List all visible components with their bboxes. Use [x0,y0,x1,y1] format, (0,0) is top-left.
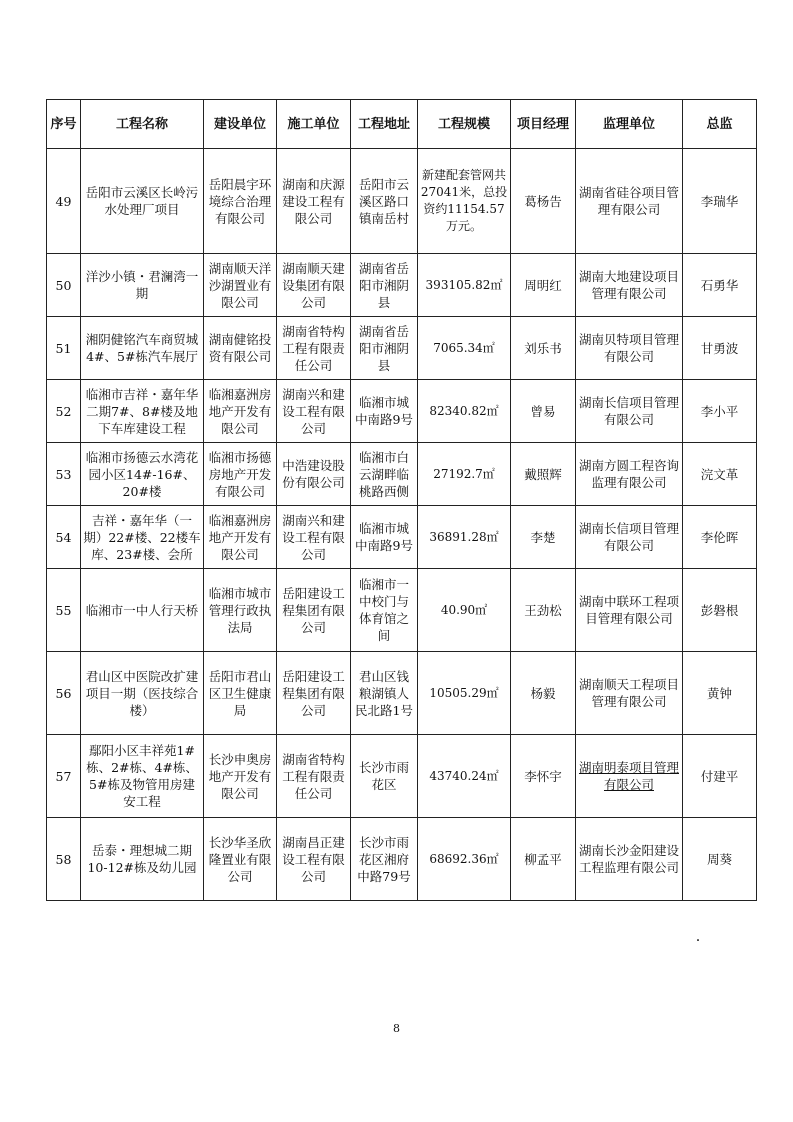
row-director: 周葵 [683,818,757,901]
row-address: 湖南省岳阳市湘阴县 [351,317,418,380]
row-supervisor: 湖南中联环工程项目管理有限公司 [576,569,683,652]
row-no: 52 [47,380,81,443]
projects-table [46,99,757,901]
row-manager: 葛杨告 [511,149,576,254]
row-builder: 长沙华圣欣隆置业有限公司 [204,818,277,901]
row-address: 临湘市城中南路9号 [351,506,418,569]
header-row [47,100,757,149]
row-manager: 周明红 [511,254,576,317]
table-row [47,506,757,569]
row-supervisor: 湖南方圆工程咨询监理有限公司 [576,443,683,506]
row-contractor: 湖南和庆源建设工程有限公司 [277,149,351,254]
row-manager: 刘乐书 [511,317,576,380]
row-project-name: 临湘市扬德云水湾花园小区14#-16#、20#楼 [81,443,204,506]
row-scale: 27192.7㎡ [418,443,511,506]
row-project-name: 吉祥・嘉年华（一期）22#楼、22楼车库、23#楼、会所 [81,506,204,569]
table-row [47,443,757,506]
table-row [47,254,757,317]
row-no: 57 [47,735,81,818]
row-no: 55 [47,569,81,652]
row-builder: 岳阳晨宇环境综合治理有限公司 [204,149,277,254]
row-director: 李伦晖 [683,506,757,569]
row-scale: 82340.82㎡ [418,380,511,443]
row-contractor: 岳阳建设工程集团有限公司 [277,652,351,735]
row-director: 浣文革 [683,443,757,506]
row-manager: 李怀宇 [511,735,576,818]
row-manager: 柳孟平 [511,818,576,901]
header-manager: 项目经理 [511,100,576,149]
row-project-name: 临湘市一中人行天桥 [81,569,204,652]
row-scale: 新建配套管网共27041米，总投资约11154.57万元。 [418,149,511,254]
row-scale: 40.90㎡ [418,569,511,652]
row-contractor: 湖南省特构工程有限责任公司 [277,317,351,380]
row-contractor: 湖南顺天建设集团有限公司 [277,254,351,317]
row-contractor: 湖南兴和建设工程有限公司 [277,380,351,443]
header-no: 序号 [47,100,81,149]
row-contractor: 湖南省特构工程有限责任公司 [277,735,351,818]
row-address: 君山区钱粮湖镇人民北路1号 [351,652,418,735]
row-manager: 李楚 [511,506,576,569]
row-project-name: 临湘市吉祥・嘉年华二期7#、8#楼及地下车库建设工程 [81,380,204,443]
row-no: 53 [47,443,81,506]
row-builder: 临湘市扬德房地产开发有限公司 [204,443,277,506]
header-name: 工程名称 [81,100,204,149]
row-no: 51 [47,317,81,380]
row-manager: 杨毅 [511,652,576,735]
row-director: 彭磐根 [683,569,757,652]
row-project-name: 湘阴健铭汽车商贸城4#、5#栋汽车展厅 [81,317,204,380]
header-contractor: 施工单位 [277,100,351,149]
row-supervisor: 湖南长沙金阳建设工程监理有限公司 [576,818,683,901]
row-contractor: 岳阳建设工程集团有限公司 [277,569,351,652]
row-scale: 68692.36㎡ [418,818,511,901]
row-scale: 43740.24㎡ [418,735,511,818]
row-supervisor: 湖南贝特项目管理有限公司 [576,317,683,380]
table-row [47,149,757,254]
row-supervisor: 湖南长信项目管理有限公司 [576,506,683,569]
row-address: 临湘市白云湖畔临桃路西侧 [351,443,418,506]
row-builder: 临湘嘉洲房地产开发有限公司 [204,380,277,443]
table-row [47,735,757,818]
row-manager: 戴照辉 [511,443,576,506]
row-supervisor: 湖南长信项目管理有限公司 [576,380,683,443]
table-row [47,652,757,735]
row-director: 付建平 [683,735,757,818]
row-manager: 王劲松 [511,569,576,652]
row-no: 56 [47,652,81,735]
row-no: 50 [47,254,81,317]
row-supervisor [576,735,683,818]
footer-mark: ・ [693,936,703,947]
row-address: 临湘市城中南路9号 [351,380,418,443]
row-address: 长沙市雨花区湘府中路79号 [351,818,418,901]
table-row [47,317,757,380]
row-address: 临湘市一中校门与体育馆之间 [351,569,418,652]
row-director: 李小平 [683,380,757,443]
header-supervisor: 监理单位 [576,100,683,149]
row-manager: 曾易 [511,380,576,443]
row-contractor: 中浩建设股份有限公司 [277,443,351,506]
row-supervisor: 湖南顺天工程项目管理有限公司 [576,652,683,735]
row-contractor: 湖南昌正建设工程有限公司 [277,818,351,901]
row-project-name: 岳泰・理想城二期10-12#栋及幼儿园 [81,818,204,901]
row-builder: 岳阳市君山区卫生健康局 [204,652,277,735]
table-row [47,380,757,443]
row-no: 49 [47,149,81,254]
row-project-name: 鄢阳小区丰祥苑1#栋、2#栋、4#栋、5#栋及物管用房建安工程 [81,735,204,818]
row-scale: 10505.29㎡ [418,652,511,735]
header-scale: 工程规模 [418,100,511,149]
row-supervisor: 湖南大地建设项目管理有限公司 [576,254,683,317]
row-no: 54 [47,506,81,569]
row-scale: 36891.28㎡ [418,506,511,569]
table-row [47,569,757,652]
header-director: 总监 [683,100,757,149]
row-address: 岳阳市云溪区路口镇南岳村 [351,149,418,254]
row-no: 58 [47,818,81,901]
row-builder: 临湘市城市管理行政执法局 [204,569,277,652]
table-row [47,818,757,901]
row-builder: 长沙申奥房地产开发有限公司 [204,735,277,818]
row-director: 石勇华 [683,254,757,317]
row-builder: 湖南顺天洋沙湖置业有限公司 [204,254,277,317]
row-project-name: 岳阳市云溪区长岭污水处理厂项目 [81,149,204,254]
header-address: 工程地址 [351,100,418,149]
row-address: 长沙市雨花区 [351,735,418,818]
row-supervisor-text: 湖南明泰项目管理有限公司 [578,760,679,792]
row-director: 黄钟 [683,652,757,735]
row-address: 湖南省岳阳市湘阴县 [351,254,418,317]
row-supervisor: 湖南省硅谷项目管理有限公司 [576,149,683,254]
row-builder: 临湘嘉洲房地产开发有限公司 [204,506,277,569]
row-scale: 393105.82㎡ [418,254,511,317]
row-director: 李瑞华 [683,149,757,254]
row-director: 甘勇波 [683,317,757,380]
row-scale: 7065.34㎡ [418,317,511,380]
row-builder: 湖南健铭投资有限公司 [204,317,277,380]
page-number: 8 [393,1022,400,1035]
row-project-name: 君山区中医院改扩建项目一期（医技综合楼） [81,652,204,735]
header-builder: 建设单位 [204,100,277,149]
row-project-name: 洋沙小镇・君澜湾一期 [81,254,204,317]
row-contractor: 湖南兴和建设工程有限公司 [277,506,351,569]
